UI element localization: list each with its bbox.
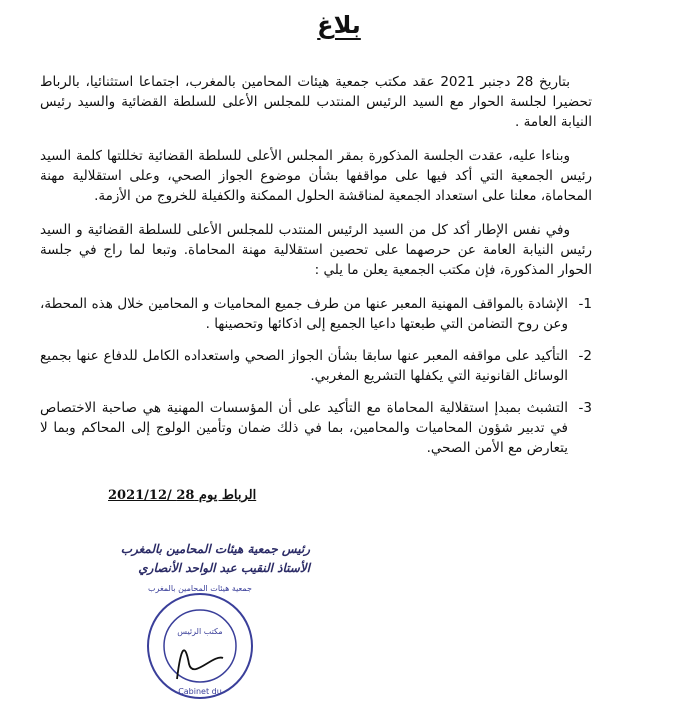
signatory-name: الأستاذ النقيب عبد الواحد الأنصاري (138, 561, 310, 575)
item-number: 2- (578, 348, 592, 364)
document-body (40, 72, 592, 458)
stamp-center-text: مكتب الرئيس (177, 627, 223, 636)
item-number: 1- (578, 296, 592, 312)
list-item (40, 294, 592, 334)
paragraph: وبناءا عليه، عقدت الجلسة المذكورة بمقر المجلس الأعلى للسلطة القضائية تخللتها كلمة السيد رئيس الجمعية التي أكد فيها على مواقفها بشأن موضوع الجواز الصحي، وعلى استقلالية مهنة المحاماة، معلنا على استعداد الجمعية لمناقشة الحلول الممكنة والكفيلة للخروج من الأزمة. (40, 148, 592, 204)
stamp-ring-text: جمعية هيئات المحامين بالمغرب (148, 584, 252, 593)
paragraph: وفي نفس الإطار أكد كل من السيد الرئيس المنتدب للمجلس الأعلى للسلطة القضائية و السيد رئيس النيابة العامة عن حرصهما على تحصين استقلالية مهنة المحاماة. وتبعا لما راج في جلسة الحوار المذكورة، فإن مكتب الجمعية يعلن ما يلي : (40, 222, 592, 278)
signature-block (90, 540, 310, 578)
paragraph: بتاريخ 28 دجنبر 2021 عقد مكتب جمعية هيئات المحامين بالمغرب، اجتماعا استثنائيا، بالرباط تحضيرا لجلسة الحوار مع السيد الرئيس المنتدب للمجلس الأعلى للسلطة القضائية والسيد رئيس النيابة العامة . (40, 74, 592, 130)
item-text: التشبث بمبدإ استقلالية المحاماة مع التأكيد على أن المؤسسات المهنية هي صاحبة الاختصاص في تدبير شؤون المحاميات والمحامين، بما في ذلك ضمان وتأمين الولوج إلى المحاكم وبما لا يتعارض مع الأمن الصحي. (40, 400, 568, 456)
official-stamp-icon (125, 584, 275, 704)
list-item (40, 398, 592, 458)
document-title (0, 8, 678, 42)
signatory-title: رئيس جمعية هيئات المحامين بالمغرب (120, 542, 310, 556)
title-text: بلاغ (317, 11, 361, 39)
list-item (40, 346, 592, 386)
item-number: 3- (578, 400, 592, 416)
item-text: الإشادة بالمواقف المهنية المعبر عنها من طرف جميع المحاميات و المحامين خلال هذه المحطة، وعن روح التضامن التي طبعتها داعيا الجميع إلى اذكائها وتحصينها . (40, 296, 568, 332)
stamp-latin-text: Cabinet du (178, 687, 222, 696)
item-text: التأكيد على مواقفه المعبر عنها سابقا بشأن الجواز الصحي واستعداده الكامل للدفاع عنها بجميع الوسائل القانونية التي يكفلها التشريع المغربي. (40, 348, 568, 384)
date-line: الرباط يوم 28 /2021/12 (108, 488, 257, 503)
